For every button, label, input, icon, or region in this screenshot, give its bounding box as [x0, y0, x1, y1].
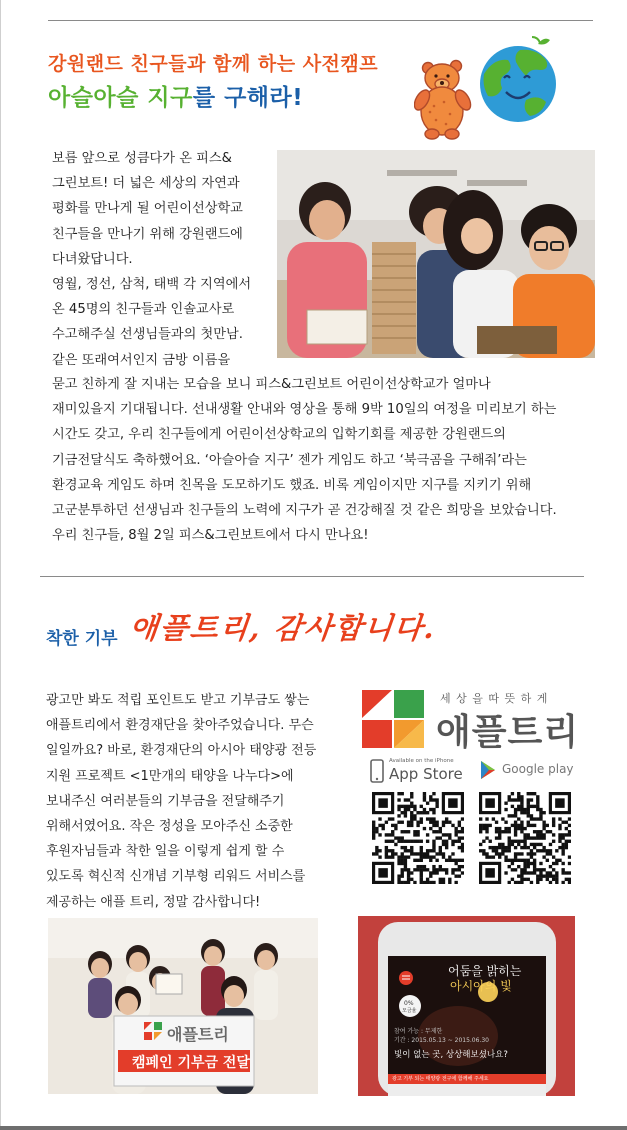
donation-photo	[48, 918, 318, 1094]
title-connector: 를	[192, 85, 225, 111]
text-line: 보내주신 여러분들의 기부금을 전달해주기	[46, 793, 285, 809]
text-line: 친구들을 만나기 위해 강원랜드에	[52, 226, 243, 242]
phone-footer: 광고 기부 되는 태양광 전구에 함께해 주세요	[392, 1076, 489, 1082]
text-line: 위해서였어요. 작은 정성을 모아주신 소중한	[46, 819, 293, 835]
text-line: 애플트리에서 환경재단을 찾아주었습니다. 무슨	[46, 718, 314, 734]
section1-title-line2	[48, 79, 303, 112]
text-line: 보름 앞으로 성큼다가 온 피스&	[52, 151, 232, 166]
text-line: 평화를 만나게 될 어린이선상학교	[52, 201, 243, 217]
earth-icon	[474, 34, 566, 126]
phone-headline-b: 아시아의 빛	[450, 979, 512, 993]
section1-paragraph-full	[52, 372, 557, 548]
banner-brand: 애플트리	[167, 1025, 229, 1044]
googleplay-label: Google play	[502, 762, 574, 776]
text-line: 같은 또래여서인지 금방 이름을	[52, 352, 231, 368]
title-blue-part: 구해라!	[224, 85, 304, 111]
google-play-icon	[480, 760, 496, 780]
text-line: 온 45명의 친구들과 인솔교사로	[52, 302, 235, 318]
section2-headline: 애플트리, 감사합니다.	[128, 611, 439, 645]
phone-screen	[388, 956, 546, 1096]
page-footer-bar	[0, 1126, 627, 1130]
iphone-icon	[370, 759, 384, 783]
phone-headline-a: 어둠을 밝히는	[448, 964, 522, 978]
appletree-logo-icon	[362, 690, 424, 748]
section2-label: 착한 기부	[46, 629, 118, 649]
text-line: 영월, 정선, 삼척, 태백 각 지역에서	[52, 277, 252, 293]
text-line: 후원자님들과 착한 일을 이렇게 쉽게 할 수	[46, 844, 285, 860]
section1-title-line1: 강원랜드 친구들과 함께 하는 사전캠프	[48, 53, 379, 75]
text-line: 광고만 봐도 적립 포인트도 받고 기부금도 쌓는	[46, 693, 310, 708]
phone-line1: 참여 가능 : 무제한	[394, 1028, 443, 1035]
phone-quote: 빛이 없는 곳, 상상해보셨나요?	[394, 1050, 508, 1060]
text-line: 다녀왔답니다.	[52, 251, 133, 267]
banner-caption: 캠페인 기부금 전달	[132, 1055, 250, 1071]
page-border-left	[0, 0, 1, 1130]
phone-mockup	[358, 916, 575, 1096]
text-line: 그린보트! 더 넓은 세상의 자연과	[52, 176, 240, 192]
text-line: 묻고 친하게 잘 지내는 모습을 보니 피스&그린보트 어린이선상학교가 얼마나	[52, 377, 491, 392]
section1-paragraph-wrapped	[52, 146, 251, 373]
text-line: 기금전달식도 축하했어요. ‘아슬아슬 지구’ 젠가 게임도 하고 ‘북극곰을 구해줘’라는	[52, 452, 527, 468]
text-line: 우리 친구들, 8월 2일 피스&그린보트에서 다시 만나요!	[52, 528, 369, 544]
kids-jenga-photo	[277, 150, 595, 358]
qr-code-icon	[372, 792, 464, 884]
phone-badge-label: 모금율	[402, 1008, 417, 1014]
appstore-label: App Store	[389, 765, 463, 783]
appstore-small-label: Available on the iPhone	[389, 758, 454, 764]
text-line: 제공하는 애플 트리, 정말 감사합니다!	[46, 894, 261, 910]
text-line: 있도록 혁신적 신개념 기부형 리워드 서비스를	[46, 869, 306, 885]
google-play-badge[interactable]	[480, 758, 576, 788]
text-line: 고군분투하던 선생님과 친구들의 노력에 지구가 곧 건강해질 것 같은 희망을 보았습니다.	[52, 503, 557, 519]
bear-icon	[414, 56, 474, 140]
text-line: 환경교육 게임도 하며 친목을 도모하기도 했죠. 비록 게임이지만 지구를 지키기 위해	[52, 477, 532, 493]
top-divider	[48, 20, 593, 21]
section-divider	[40, 576, 584, 577]
text-line: 시간도 갖고, 우리 친구들에게 어린이선상학교의 입학기회를 제공한 강원랜드의	[52, 427, 506, 443]
section2-paragraph	[46, 688, 316, 915]
qr-code-icon	[479, 792, 571, 884]
qr-code-appstore[interactable]	[372, 792, 464, 884]
text-line: 일일까요? 바로, 환경재단의 아시아 태양광 전등	[46, 743, 317, 759]
text-line: 지원 프로젝트 <1만개의 태양을 나누다>에	[46, 768, 294, 784]
text-line: 수고해주실 선생님들과의 첫만남.	[52, 327, 243, 343]
app-store-badge[interactable]	[370, 758, 466, 788]
phone-badge-pct: 0%	[404, 1000, 414, 1007]
appletree-tagline: 세 상 을 따 뜻 하 게	[440, 692, 549, 705]
phone-line2: 기간 : 2015.05.13 ~ 2015.06.30	[394, 1037, 489, 1044]
title-green-part: 아슬아슬 지구	[48, 85, 193, 111]
qr-code-googleplay[interactable]	[479, 792, 571, 884]
text-line: 재미있을지 기대됩니다. 선내생활 안내와 영상을 통해 9박 10일의 여정을 미리보기 하는	[52, 402, 557, 418]
appletree-brand-name: 애플트리	[436, 712, 580, 753]
